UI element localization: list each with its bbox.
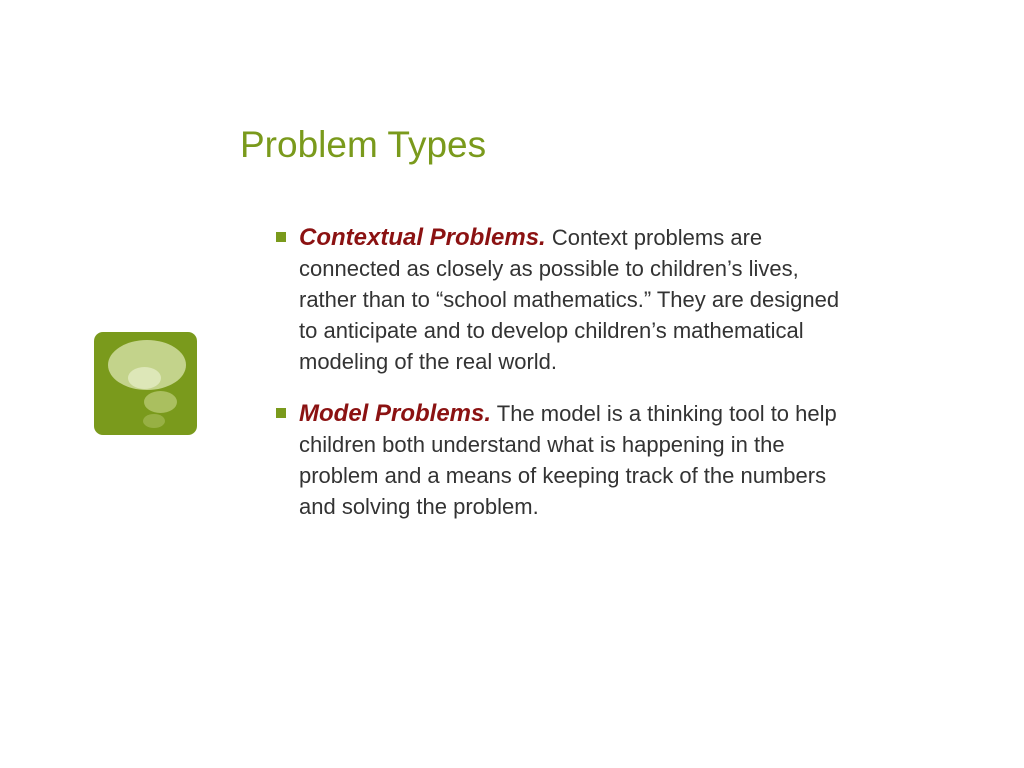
slide-title: Problem Types [240, 124, 487, 165]
square-bullet-icon [276, 232, 286, 242]
large-bubble-highlight [128, 367, 161, 389]
bullet-list [272, 222, 852, 543]
bullet-contextual-problems [272, 222, 852, 377]
medium-bubble [144, 391, 177, 413]
bullet-lead: Model Problems. [299, 400, 492, 427]
bullet-lead: Contextual Problems. [299, 224, 546, 251]
thought-bubble-icon [94, 332, 197, 435]
small-bubble [143, 414, 165, 428]
square-bullet-icon [276, 408, 286, 418]
bullet-text: Context problems are connected as closely as possible to children’s lives, rather than to “school mathematics.” They are designed to anticipate and to develop children’s mathematical modeling of the real world. [299, 225, 840, 374]
bullet-model-problems [272, 398, 852, 522]
bullet-text: The model is a thinking tool to help children both understand what is happening in the problem and a means of keeping track of the numbers and solving the problem. [299, 401, 837, 519]
